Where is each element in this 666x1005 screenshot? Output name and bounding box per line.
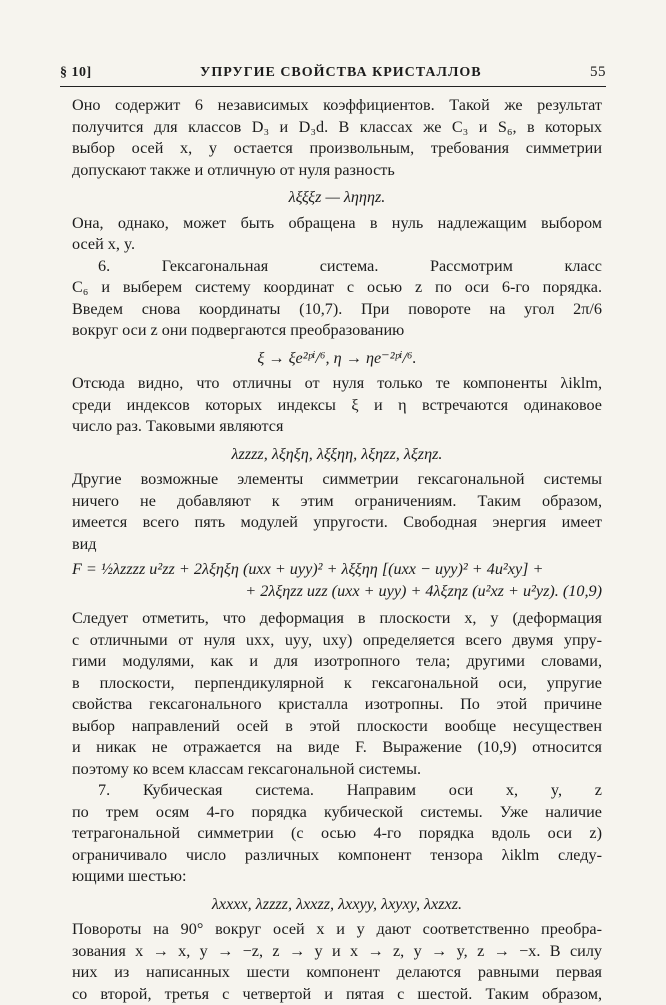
text-line: в плоскости, перпендикулярной к гексагональной оси, упругие: [72, 673, 602, 695]
text-line: имеется всего пять модулей упругости. Свободная энергия имеет: [72, 512, 602, 534]
text-line: C₆ и выберем систему координат с осью z по оси 6-го порядка.: [72, 277, 602, 299]
text-line: среди индексов которых индексы ξ и η встречаются одинаковое: [72, 395, 602, 417]
text-line: по трем осям 4-го порядка кубической системы. Уже наличие: [72, 802, 602, 824]
text-line: ограничивало число различных компонент тензора λiklm следу-: [72, 845, 602, 867]
text-line: поэтому ко всем классам гексагональной системы.: [72, 759, 602, 781]
text-line: гими модулями, как и для изотропного тела; другими словами,: [72, 651, 602, 673]
equation: ξ → ξe²ᵖⁱ/⁶, η → ηe⁻²ᵖⁱ/⁶.: [72, 342, 602, 374]
equation: λzzzz, λξηξη, λξξηη, λξηzz, λξzηz.: [72, 438, 602, 470]
text-line: зования x → x, y → −z, z → y и x → z, y → y, z → −x. В силу: [72, 941, 602, 963]
text-line: со второй, третья с четвертой и пятая с шестой. Таким образом,: [72, 984, 602, 1005]
page-body: [72, 95, 602, 1005]
text-line: Введем снова координаты (10,7). При повороте на угол 2π/6: [72, 299, 602, 321]
text-line: вид: [72, 534, 602, 556]
page-number: 55: [590, 64, 606, 81]
text-line: допускают также и отличную от нуля разность: [72, 160, 602, 182]
text-line: них из написанных шести компонент делаются равными первая: [72, 962, 602, 984]
text-line: вокруг оси z они подвергаются преобразованию: [72, 320, 602, 342]
text-line: получится для классов D₃ и D₃d. В классах же C₃ и S₆, в которых: [72, 117, 602, 139]
text-line: и никак не отражается на виде F. Выражение (10,9) относится: [72, 737, 602, 759]
text-line: Следует отметить, что деформация в плоскости x, y (деформация: [72, 608, 602, 630]
text-line: Другие возможные элементы симметрии гексагональной системы: [72, 469, 602, 491]
equation: F = ½λzzzz u²zz + 2λξηξη (uxx + uyy)² + λξξηη [(uxx − uyy)² + 4u²xy] +: [72, 555, 602, 581]
section-heading-line: 6. Гексагональная система. Рассмотрим класс: [72, 256, 602, 278]
equation: λxxxx, λzzzz, λxxzz, λxxyy, λxyxy, λxzxz.: [72, 888, 602, 920]
text-line: Повороты на 90° вокруг осей x и y дают соответственно преобра-: [72, 919, 602, 941]
section-heading-line: 7. Кубическая система. Направим оси x, y, z: [72, 780, 602, 802]
text-line: выбор осей x, y остается произвольным, требования симметрии: [72, 138, 602, 160]
text-line: свойства гексагонального кристалла изотропны. По этой причине: [72, 694, 602, 716]
header-rule: [60, 86, 606, 87]
text-line: с отличными от нуля uxx, uyy, uxy) определяется всего двумя упру-: [72, 630, 602, 652]
text-line: Она, однако, может быть обращена в нуль надлежащим выбором: [72, 213, 602, 235]
running-header: [60, 64, 606, 81]
equation: + 2λξηzz uzz (uxx + uyy) + 4λξzηz (u²xz + u²yz). (10,9): [72, 581, 602, 609]
text-line: Отсюда видно, что отличны от нуля только те компоненты λiklm,: [72, 373, 602, 395]
text-line: осей x, y.: [72, 234, 602, 256]
text-line: тетрагональной симметрии (с осью 4-го порядка вдоль оси z): [72, 823, 602, 845]
text-line: выбор направлений осей в этой плоскости вообще несуществен: [72, 716, 602, 738]
equation: λξξξz — ληηηz.: [72, 181, 602, 213]
running-title: УПРУГИЕ СВОЙСТВА КРИСТАЛЛОВ: [200, 65, 482, 81]
text-line: число раз. Таковыми являются: [72, 416, 602, 438]
text-line: Оно содержит 6 независимых коэффициентов. Такой же результат: [72, 95, 602, 117]
text-line: ющими шестью:: [72, 866, 602, 888]
section-mark: § 10]: [60, 65, 92, 81]
text-line: ничего не добавляют к этим ограничениям. Таким образом,: [72, 491, 602, 513]
